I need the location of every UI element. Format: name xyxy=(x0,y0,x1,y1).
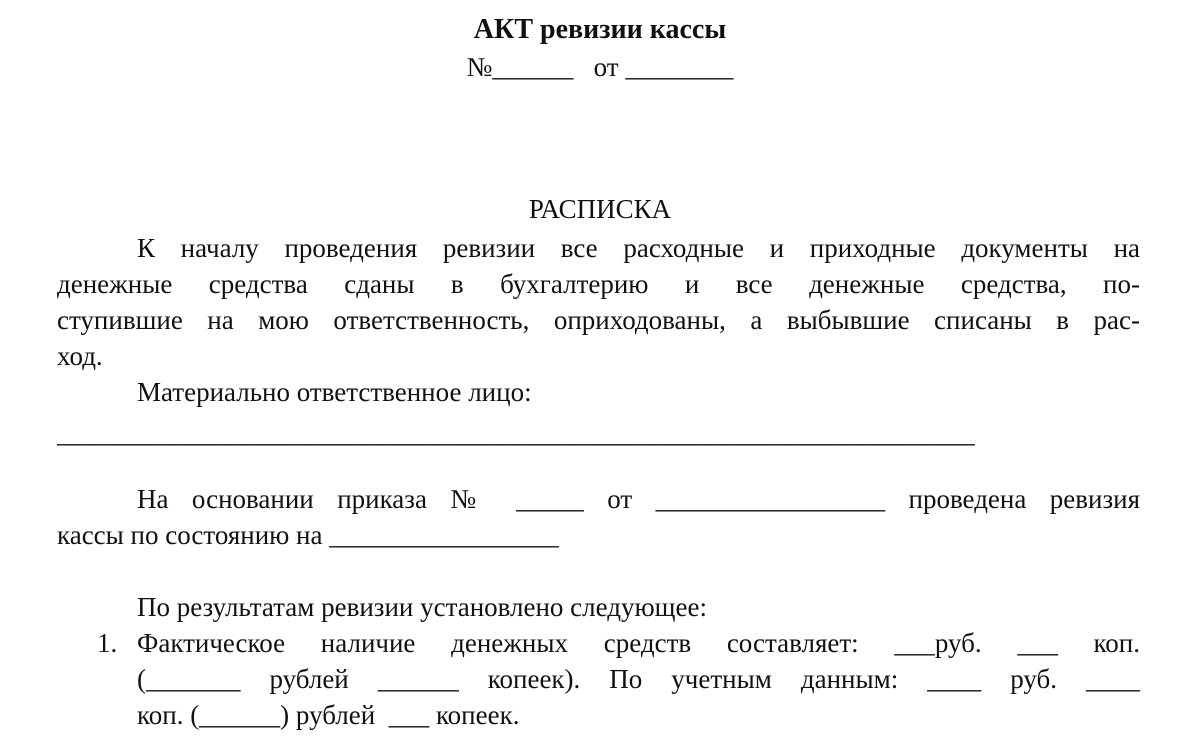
responsible-person-label: Материально ответственное лицо: xyxy=(137,377,532,407)
order-line: кассы по состоянию на _________________ xyxy=(57,520,559,550)
list-item-number: 1. xyxy=(97,628,118,658)
receipt-line: денежные средства сданы в бухгалтерию и все денежные средства, по- xyxy=(57,269,1140,299)
results-intro: По результатам ревизии установлено следующее: xyxy=(137,592,707,622)
receipt-line: К началу проведения ревизии все расходные и приходные документы на xyxy=(137,233,1140,263)
receipt-line: ход. xyxy=(57,341,103,371)
act-number-line: №______ от ________ xyxy=(466,52,734,82)
list-item-line: (_______ рублей ______ копеек). По учетным данным: ____ руб. ____ xyxy=(137,664,1140,694)
list-item-line: коп. (______) рублей ___ копеек. xyxy=(137,700,520,730)
responsible-person-line: ___________________________________________________________________ xyxy=(57,418,975,448)
receipt-line: ступившие на мою ответственность, оприходованы, а выбывшие списаны в рас- xyxy=(57,305,1140,335)
order-line: На основании приказа № _____ от _________________ проведена ревизия xyxy=(137,484,1140,514)
list-item-line: Фактическое наличие денежных средств составляет: ___руб. ___ коп. xyxy=(137,628,1140,658)
section-heading: РАСПИСКА xyxy=(528,194,672,224)
document-title: АКТ ревизии кассы xyxy=(473,14,727,45)
